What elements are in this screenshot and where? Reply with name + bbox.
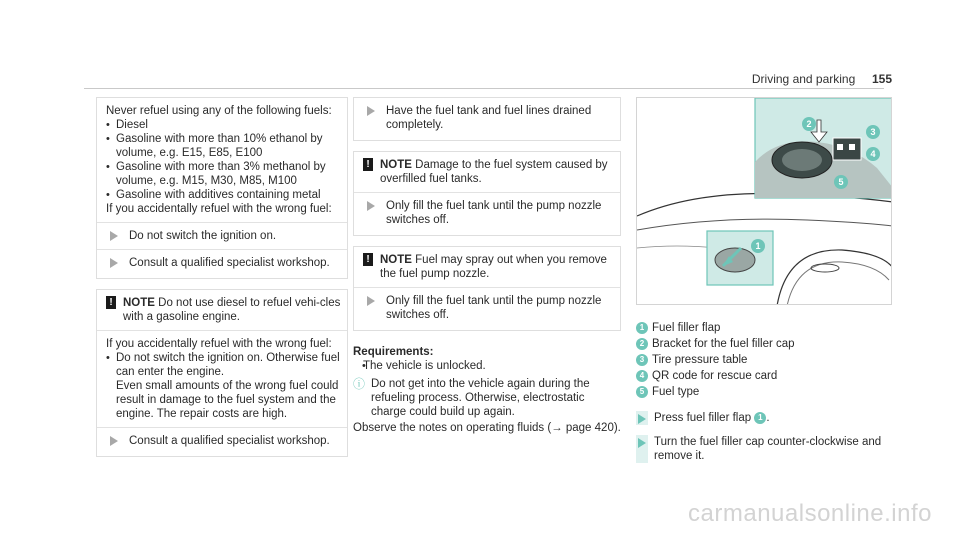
column-1 xyxy=(96,97,348,457)
arrow-right-icon xyxy=(110,436,118,446)
step-item xyxy=(354,294,620,322)
list-item: • Gasoline with more than 10% ethanol by volume, e.g. E15, E85, E100 xyxy=(97,132,347,160)
legend-item xyxy=(636,369,892,383)
arrow-right-icon xyxy=(367,296,375,306)
note-text: Damage to the fuel system caused by overfilled fuel tanks. xyxy=(380,159,608,185)
divider xyxy=(354,192,620,193)
wrong-fuel-text: If you accidentally refuel with the wrong fuel: xyxy=(106,203,332,215)
arrow-right-icon xyxy=(367,201,375,211)
step-item xyxy=(354,104,620,132)
page-number: 155 xyxy=(871,72,892,86)
callout-number: 1 xyxy=(754,412,766,424)
overfill-note-box xyxy=(353,151,621,236)
section-title: Driving and parking xyxy=(751,72,856,86)
arrow-right-icon xyxy=(367,106,375,116)
legend-item xyxy=(636,321,892,335)
step-text: Consult a qualified specialist workshop. xyxy=(129,257,330,269)
step-text: Consult a qualified specialist workshop. xyxy=(129,435,330,447)
fuel-warning-box xyxy=(96,97,348,279)
exclamation-icon: ! xyxy=(106,296,116,309)
callout-number: 4 xyxy=(870,149,876,159)
list-item: • Diesel xyxy=(97,118,347,132)
divider xyxy=(354,287,620,288)
callout-number: 5 xyxy=(636,386,648,398)
step-item xyxy=(97,256,347,270)
step-item xyxy=(97,434,347,448)
list-item: • Gasoline with more than 3% methanol by volume, e.g. M15, M30, M85, M100 xyxy=(97,160,347,188)
note-label: NOTE xyxy=(380,254,412,266)
column-2 xyxy=(353,97,621,435)
note-header xyxy=(354,158,620,186)
divider xyxy=(97,222,347,223)
observe-text: Observe the notes on operating fluids (→ page 420). xyxy=(353,422,621,434)
diesel-note-box xyxy=(96,289,348,457)
info-note xyxy=(353,377,621,419)
damage-text: Even small amounts of the wrong fuel could result in damage to the fuel system and the engine. The repair costs are high. xyxy=(116,380,339,420)
list-item: • Do not switch the ignition on. Otherwise fuel can enter the engine. xyxy=(97,351,347,379)
divider xyxy=(97,330,347,331)
arrow-right-icon xyxy=(110,258,118,268)
callout-number: 4 xyxy=(636,370,648,382)
requirement-text: The vehicle is unlocked. xyxy=(363,360,486,372)
requirements-label: Requirements: xyxy=(353,346,434,358)
step-text: Have the fuel tank and fuel lines drained completely. xyxy=(386,105,592,131)
legend-item xyxy=(636,353,892,367)
divider xyxy=(97,427,347,428)
info-text: Do not get into the vehicle again during the refueling process. Otherwise, electrostatic charge could build up again. xyxy=(371,378,590,418)
intro-text: Never refuel using any of the following fuels: xyxy=(106,105,332,117)
callout-number: 1 xyxy=(636,322,648,334)
callout-number: 2 xyxy=(806,119,812,129)
wrong-fuel-text: If you accidentally refuel with the wrong fuel: xyxy=(106,338,332,350)
arrow-right-icon xyxy=(638,414,646,424)
list-item xyxy=(353,359,621,373)
requirements-section xyxy=(353,345,621,435)
fuel-filler-figure xyxy=(636,97,892,305)
step-text: Only fill the fuel tank until the pump nozzle switches off. xyxy=(386,295,602,321)
note-label: NOTE xyxy=(380,159,412,171)
legend-text: Fuel filler flap xyxy=(652,322,721,334)
legend-item xyxy=(636,385,892,399)
arrow-right-icon xyxy=(638,438,646,448)
arrow-right-icon xyxy=(110,231,118,241)
note-header xyxy=(97,296,347,324)
info-icon: ⓘ xyxy=(353,377,366,391)
car-illustration xyxy=(637,98,892,305)
spray-note-box xyxy=(353,246,621,331)
legend-text: Tire pressure table xyxy=(652,354,748,366)
callout-number: 1 xyxy=(755,241,761,251)
step-item xyxy=(354,199,620,227)
drain-box xyxy=(353,97,621,141)
divider xyxy=(97,249,347,250)
column-3 xyxy=(636,97,892,463)
list-item: • Gasoline with additives containing metal xyxy=(97,188,347,202)
callout-number: 3 xyxy=(636,354,648,366)
figure-legend xyxy=(636,321,892,399)
exclamation-icon: ! xyxy=(363,158,373,171)
procedure-steps xyxy=(636,411,892,463)
note-label: NOTE xyxy=(123,297,155,309)
legend-text: Bracket for the fuel filler cap xyxy=(652,338,795,350)
legend-item xyxy=(636,337,892,351)
step-text: Only fill the fuel tank until the pump nozzle switches off. xyxy=(386,200,602,226)
step-text: Turn the fuel filler cap counter-clockwise and remove it. xyxy=(654,436,882,462)
note-text: Do not use diesel to refuel vehi-cles with a gasoline engine. xyxy=(123,297,341,323)
step-text: Press fuel filler flap xyxy=(654,412,752,424)
note-header xyxy=(354,253,620,281)
callout-number: 2 xyxy=(636,338,648,350)
header-divider xyxy=(84,88,884,89)
exclamation-icon: ! xyxy=(363,253,373,266)
step-text: Do not switch the ignition on. xyxy=(129,230,277,242)
header-title xyxy=(752,72,892,86)
watermark: carmanualsonline.info xyxy=(688,500,932,527)
step-item: Press fuel filler flap 1 . xyxy=(636,411,892,425)
step-item xyxy=(636,435,892,463)
note-text: Fuel may spray out when you remove the fuel pump nozzle. xyxy=(380,254,607,280)
legend-text: QR code for rescue card xyxy=(652,370,778,382)
step-item xyxy=(97,229,347,243)
callout-number: 5 xyxy=(838,177,844,187)
callout-number: 3 xyxy=(870,127,876,137)
legend-text: Fuel type xyxy=(652,386,700,398)
